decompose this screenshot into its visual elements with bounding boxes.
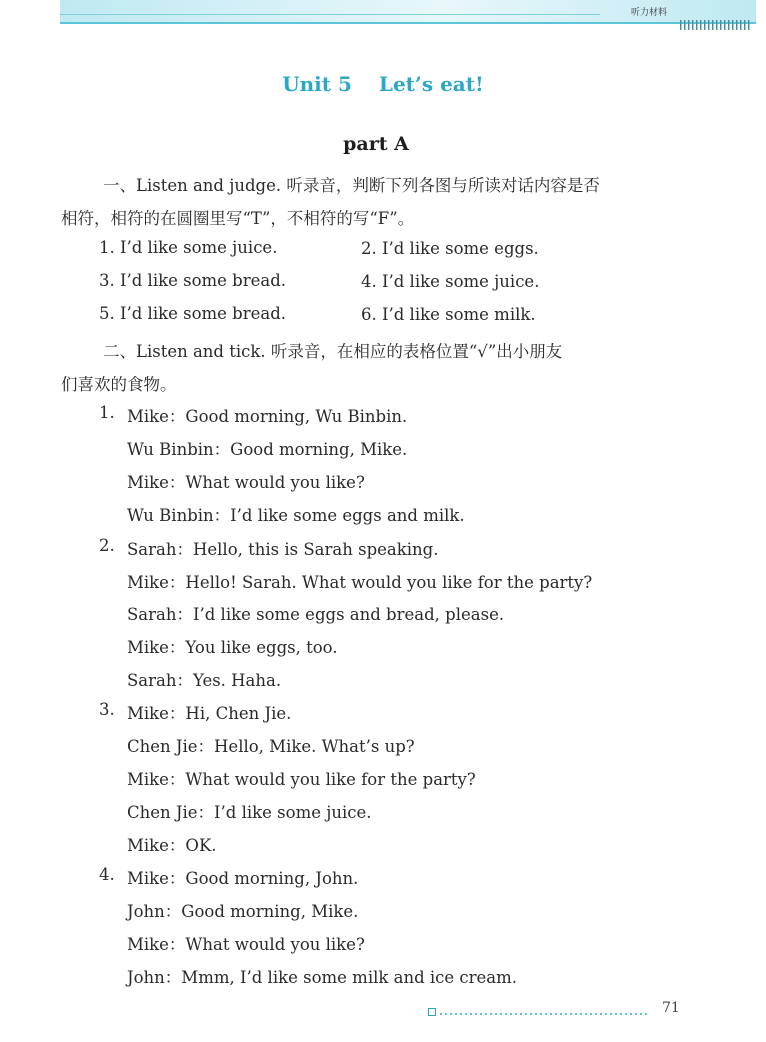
judge-item-4: 4. I’d like some juice.	[361, 272, 540, 291]
header-label: 听力材料	[631, 8, 668, 18]
dialogue-line: Mike：You like eggs, too.	[127, 638, 338, 657]
dialogue-number: 2.	[99, 536, 115, 555]
judge-item-3: 3. I’d like some bread.	[99, 271, 287, 290]
judge-item-1: 1. I’d like some juice.	[99, 238, 278, 257]
unit-title	[0, 72, 766, 96]
judge-item-5: 5. I’d like some bread.	[99, 304, 287, 323]
dialogue-line: Wu Binbin：Good morning, Mike.	[127, 440, 408, 459]
dialogue-line: Mike：Hello! Sarah. What would you like for the party?	[127, 573, 593, 592]
dialogue-line: John：Mmm, I’d like some milk and ice cream.	[127, 968, 518, 987]
section1-instruction-cont: 相符，相符的在圆圈里写“T”，不相符的写“F”。	[61, 209, 415, 228]
dialogue-line: Sarah：I’d like some eggs and bread, please.	[127, 605, 505, 624]
dialogue-number: 1.	[99, 403, 115, 422]
dialogue-line: Mike：Good morning, John.	[127, 869, 359, 888]
dialogue-line: Mike：Hi, Chen Jie.	[127, 704, 292, 723]
judge-item-2: 2. I’d like some eggs.	[361, 239, 539, 258]
dialogue-line: Mike：What would you like?	[127, 473, 365, 492]
dialogue-line: Sarah：Yes. Haha.	[127, 671, 282, 690]
footer-square-ornament	[428, 1008, 436, 1016]
dialogue-number: 4.	[99, 865, 115, 884]
judge-item-6: 6. I’d like some milk.	[361, 305, 536, 324]
dialogue-line: Wu Binbin：I’d like some eggs and milk.	[127, 506, 465, 525]
part-title: part A	[343, 133, 409, 155]
dialogue-line: Mike：What would you like?	[127, 935, 365, 954]
header-rule	[60, 14, 600, 15]
dialogue-line: John：Good morning, Mike.	[127, 902, 359, 921]
section1-instruction: 一、Listen and judge. 听录音，判断下列各图与所读对话内容是否	[103, 176, 600, 195]
section2-instruction-cont: 们喜欢的食物。	[61, 375, 177, 394]
section2-instruction: 二、Listen and tick. 听录音，在相应的表格位置“√”出小朋友	[103, 342, 563, 361]
dialogue-number: 3.	[99, 700, 115, 719]
page-number: 71	[662, 1000, 680, 1016]
dialogue-line: Mike：Good morning, Wu Binbin.	[127, 407, 408, 426]
footer-dotted-rule	[440, 1013, 650, 1015]
header-barcode-decoration	[680, 20, 752, 30]
dialogue-line: Sarah：Hello, this is Sarah speaking.	[127, 540, 439, 559]
unit-lesson-name: Let’s eat!	[378, 72, 484, 96]
dialogue-line: Chen Jie：I’d like some juice.	[127, 803, 372, 822]
unit-number: Unit 5	[282, 72, 352, 96]
dialogue-line: Mike：What would you like for the party?	[127, 770, 476, 789]
dialogue-line: Chen Jie：Hello, Mike. What’s up?	[127, 737, 415, 756]
dialogue-line: Mike：OK.	[127, 836, 217, 855]
